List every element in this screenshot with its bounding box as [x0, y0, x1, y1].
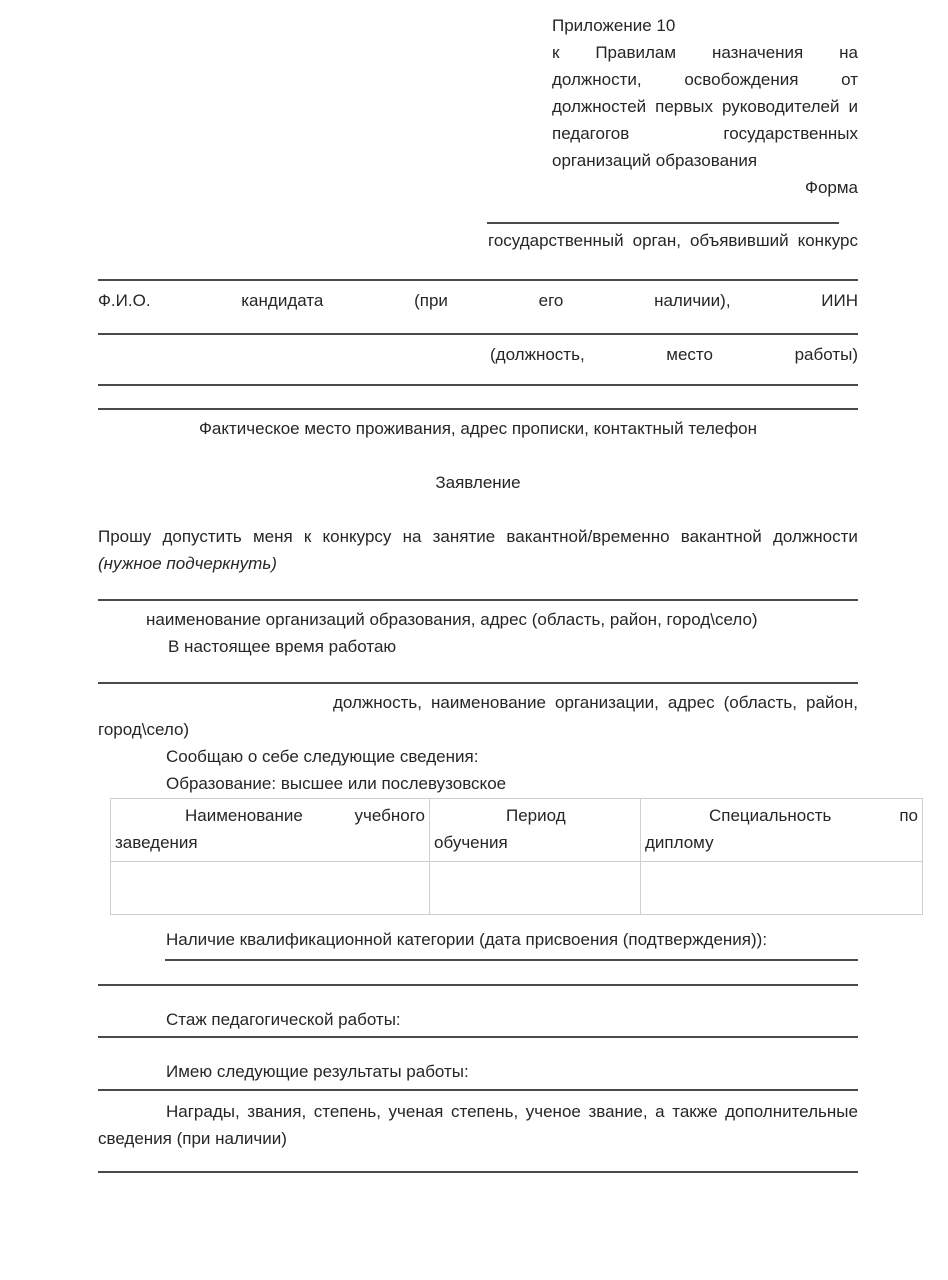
position-caption-row: (должность, место работы) [490, 345, 858, 364]
fill-in-line [98, 279, 858, 281]
current-work-line: В настоящее время работаю [168, 637, 397, 656]
appendix-reference-block [552, 12, 858, 201]
column-header-specialty-line2: диплому [645, 833, 714, 852]
empty-cell-institution [111, 862, 430, 915]
fill-in-line [98, 1089, 858, 1091]
appendix-rules-line: должностей первых руководителей и [552, 97, 858, 116]
organization-name-caption: наименование организаций образования, адрес (область, район, город\село) [146, 610, 758, 629]
fill-in-line [98, 599, 858, 601]
column-header-institution [111, 799, 430, 862]
work-place-caption-line1: должность, наименование организации, адрес (область, район, [333, 693, 858, 712]
state-body-caption: государственный орган, объявивший конкурс [488, 231, 858, 250]
form-label: Форма [805, 178, 858, 197]
education-level-line: Образование: высшее или послевузовское [166, 774, 507, 793]
column-header-institution-line2: заведения [115, 833, 198, 852]
column-header-specialty-line1: Специальность по [709, 806, 918, 825]
appendix-rules-line: организаций образования [552, 151, 758, 170]
underline-note: (нужное подчеркнуть) [98, 554, 277, 573]
column-header-period [430, 799, 641, 862]
fill-in-line-indented [165, 959, 858, 961]
fill-in-line [98, 1036, 858, 1038]
education-table [110, 798, 923, 915]
education-table-header-row [111, 799, 923, 862]
column-header-period-line2: обучения [434, 833, 508, 852]
awards-paragraph-line1: Награды, звания, степень, ученая степень, ученое звание, а также дополнительные [166, 1102, 858, 1121]
empty-cell-period [430, 862, 641, 915]
empty-cell-specialty [641, 862, 923, 915]
request-paragraph: Прошу допустить меня к конкурсу на занятие вакантной/временно вакантной должности [98, 527, 858, 546]
column-header-period-line1: Период [506, 806, 566, 825]
column-header-specialty [641, 799, 923, 862]
fill-in-line [98, 384, 858, 386]
personal-info-line: Сообщаю о себе следующие сведения: [166, 747, 479, 766]
education-table-empty-row [111, 862, 923, 915]
appendix-rules-line: к Правилам назначения на [552, 43, 858, 62]
awards-paragraph-line2: сведения (при наличии) [98, 1129, 287, 1148]
appendix-rules-line: педагогов государственных [552, 124, 858, 143]
appendix-rules-line: должности, освобождения от [552, 70, 858, 89]
residence-caption: Фактическое место проживания, адрес прописки, контактный телефон [198, 419, 758, 438]
experience-line: Стаж педагогической работы: [166, 1010, 401, 1029]
fill-in-line [98, 333, 858, 335]
document-title: Заявление [435, 473, 521, 492]
fill-in-line [98, 408, 858, 410]
appendix-number-line: Приложение 10 [552, 16, 676, 35]
fio-caption-row: Ф.И.О. кандидата (при его наличии), ИИН [98, 291, 858, 310]
fill-in-line [98, 1171, 858, 1173]
fill-in-line [98, 682, 858, 684]
column-header-institution-line1: Наименование учебного [185, 806, 425, 825]
fill-in-line [98, 984, 858, 986]
work-place-caption-line2: город\село) [98, 720, 190, 739]
fill-in-line-state-body [487, 222, 839, 224]
qualification-line: Наличие квалификационной категории (дата присвоения (подтверждения)): [166, 930, 768, 949]
results-line: Имею следующие результаты работы: [166, 1062, 469, 1081]
